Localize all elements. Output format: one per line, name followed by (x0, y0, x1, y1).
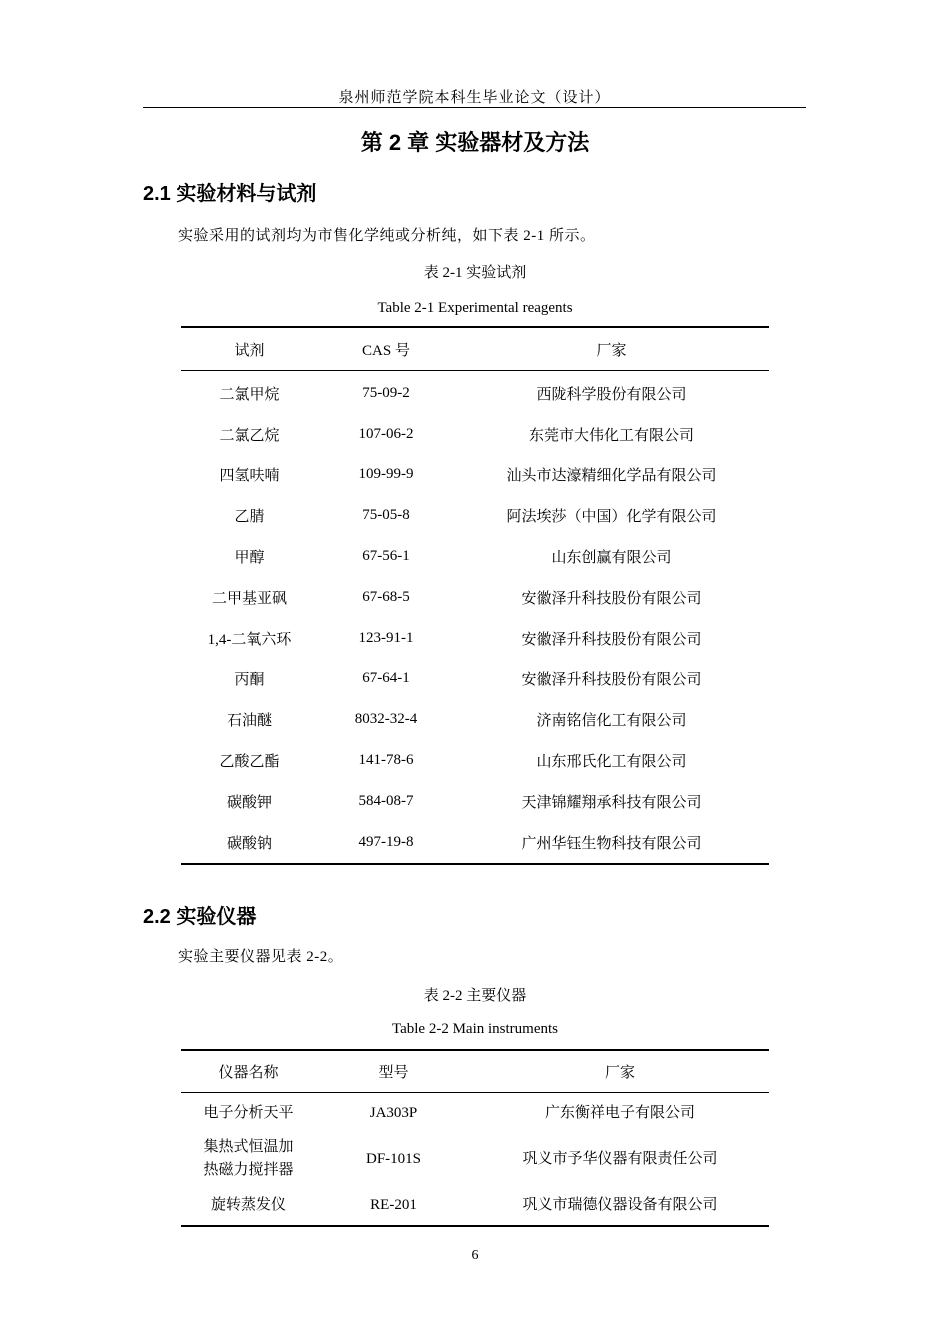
manufacturer-cell: 西陇科学股份有限公司 (536, 386, 687, 403)
table-2-2-caption-cn: 表 2-2 主要仪器 (423, 988, 527, 1004)
table-2-2-caption-en: Table 2-2 Main instruments (391, 1021, 558, 1037)
reagent-cell: 1,4-二氧六环 (207, 631, 292, 648)
reagent-cell: 丙酮 (234, 672, 265, 689)
table-row (181, 699, 769, 740)
manufacturer-cell: 济南铭信化工有限公司 (536, 713, 687, 730)
cas-cell: 141-78-6 (358, 752, 414, 769)
cas-cell: 67-68-5 (362, 588, 410, 605)
manufacturer-cell: 巩义市瑞德仪器设备有限公司 (522, 1196, 718, 1213)
instrument-name-cell: 电子分析天平 (203, 1104, 294, 1121)
section-title-2-2: 2.2 实验仪器 (143, 906, 257, 928)
table-header-row (181, 1050, 769, 1093)
cas-cell: 497-19-8 (358, 833, 414, 850)
reagent-cell: 碳酸钠 (226, 835, 272, 852)
reagent-cell: 甲醇 (234, 550, 265, 567)
manufacturer-cell: 汕头市达濠精细化学品有限公司 (506, 468, 717, 485)
reagent-cell: 乙酸乙酯 (219, 754, 280, 771)
model-cell: RE-201 (370, 1196, 417, 1213)
manufacturer-cell: 山东创赢有限公司 (551, 550, 672, 567)
cas-cell: 67-56-1 (362, 548, 410, 565)
manufacturer-cell: 天津锦耀翔承科技有限公司 (521, 794, 702, 811)
table-row (181, 536, 769, 577)
table-row (181, 371, 769, 414)
table-row (181, 495, 769, 536)
page-header: 泉州师范学院本科生毕业论文（设计） (338, 90, 611, 106)
table-row (181, 455, 769, 496)
header-cas: CAS 号 (362, 342, 410, 359)
reagent-cell: 二甲基亚砜 (211, 590, 287, 607)
table-row (181, 1133, 769, 1185)
manufacturer-cell: 东莞市大伟化工有限公司 (528, 427, 694, 444)
manufacturer-cell: 阿法埃莎（中国）化学有限公司 (506, 509, 717, 526)
manufacturer-cell: 广州华钰生物科技有限公司 (521, 835, 702, 852)
instrument-name-cell: 旋转蒸发仪 (210, 1196, 286, 1213)
table-2-1-caption-cn: 表 2-1 实验试剂 (423, 265, 527, 281)
manufacturer-cell: 巩义市予华仪器有限责任公司 (522, 1150, 718, 1167)
reagents-table (181, 326, 769, 865)
header-instrument-name: 仪器名称 (218, 1065, 279, 1081)
cas-cell: 123-91-1 (358, 629, 414, 646)
cas-cell: 67-64-1 (362, 670, 410, 687)
section-2-1-text: 实验采用的试剂均为市售化学纯或分析纯，如下表 2-1 所示。 (178, 228, 596, 244)
table-header-row (181, 327, 769, 371)
manufacturer-cell: 广东衡祥电子有限公司 (544, 1104, 695, 1121)
manufacturer-cell: 安徽泽升科技股份有限公司 (521, 631, 702, 648)
table-2-1-caption-en: Table 2-1 Experimental reagents (377, 300, 573, 316)
manufacturer-cell: 安徽泽升科技股份有限公司 (521, 590, 702, 607)
instrument-name-line: 热磁力搅拌器 (203, 1162, 294, 1178)
header-manufacturer: 厂家 (596, 342, 627, 359)
header-model: 型号 (378, 1065, 409, 1081)
model-cell: JA303P (369, 1104, 418, 1121)
reagent-cell: 乙腈 (234, 509, 265, 526)
instrument-name-line: 集热式恒温加 (203, 1139, 294, 1155)
reagent-cell: 碳酸钾 (226, 794, 272, 811)
reagent-cell: 二氯乙烷 (219, 427, 280, 444)
cas-cell: 75-09-2 (362, 384, 410, 401)
reagent-cell: 石油醚 (226, 713, 272, 730)
cas-cell: 75-05-8 (362, 507, 410, 524)
section-title-2-1: 2.1 实验材料与试剂 (143, 183, 317, 205)
reagent-cell: 四氢呋喃 (219, 468, 280, 485)
cas-cell: 107-06-2 (358, 425, 414, 442)
table-row (181, 781, 769, 822)
table-row (181, 1093, 769, 1134)
cas-cell: 8032-32-4 (354, 711, 418, 728)
table-row (181, 414, 769, 455)
model-cell: DF-101S (365, 1150, 421, 1167)
chapter-title: 第 2 章 实验器材及方法 (360, 130, 590, 155)
section-2-2-text: 实验主要仪器见表 2-2。 (178, 949, 344, 965)
table-row (181, 1185, 769, 1226)
table-row (181, 659, 769, 700)
table-row (181, 577, 769, 618)
cas-cell: 109-99-9 (358, 466, 414, 483)
table-row (181, 618, 769, 659)
page-number: 6 (471, 1248, 479, 1263)
table-row (181, 740, 769, 781)
header-reagent: 试剂 (234, 342, 265, 359)
header-rule (143, 107, 806, 108)
reagent-cell: 二氯甲烷 (219, 386, 280, 403)
cas-cell: 584-08-7 (358, 792, 414, 809)
manufacturer-cell: 安徽泽升科技股份有限公司 (521, 672, 702, 689)
manufacturer-cell: 山东邢氏化工有限公司 (536, 754, 687, 771)
instruments-table (181, 1049, 769, 1227)
table-row (181, 822, 769, 864)
instrument-name-cell (181, 1133, 316, 1185)
header-manufacturer: 厂家 (604, 1065, 635, 1081)
